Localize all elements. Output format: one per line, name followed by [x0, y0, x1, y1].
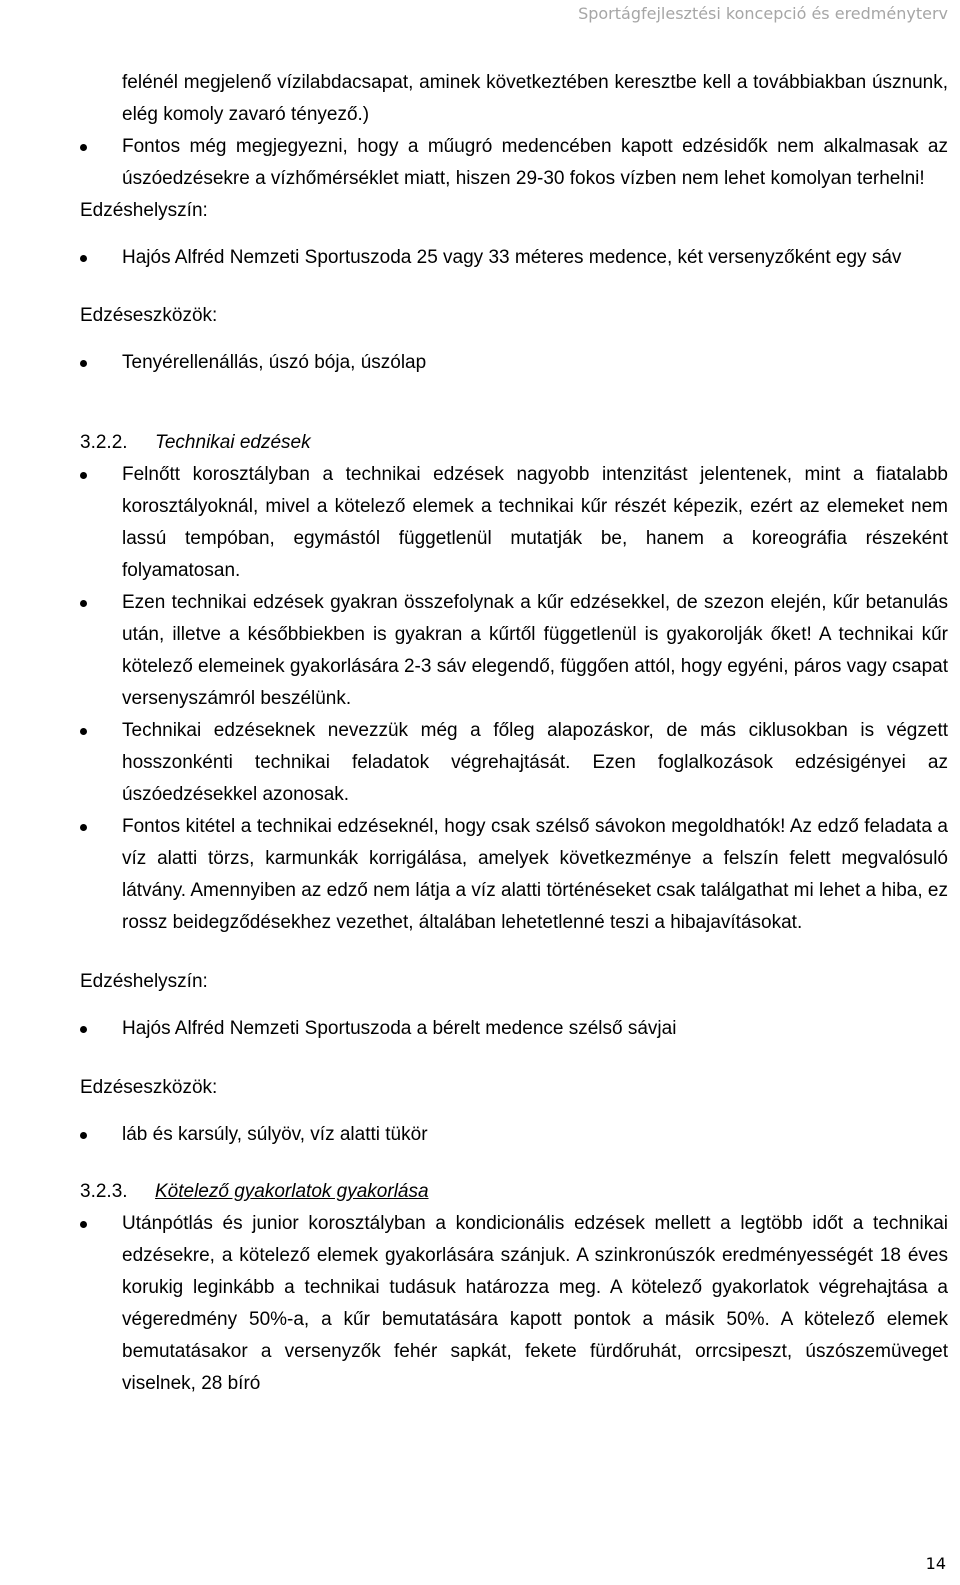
list-item	[80, 1119, 948, 1151]
bullet-icon	[80, 360, 87, 367]
bullet-icon	[80, 472, 87, 479]
section-heading-3-2-2	[80, 427, 948, 459]
list-item-text: Utánpótlás és junior korosztályban a kondicionális edzések mellett a legtöbb időt a technikai edzésekre, a kötelező elemek gyakorlására szánjuk. A szinkronúszók eredményességét 18 éves korukig leginkább a technikai tudásuk határozza meg. A kötelező gyakorlatok végrehajtása a végeredmény 50%-a, a kűr bemutatására kapott pontok a másik 50%. A kötelező elemek bemutatásakor a versenyzők fehér sapkát, fekete fürdőruhát, orrcsipeszt, úszószemüveget viselnek, 28 bíró	[122, 1213, 948, 1394]
list-item	[80, 242, 948, 274]
equipment-list	[80, 347, 948, 379]
list-item	[80, 459, 948, 587]
page-number: 14	[925, 1554, 946, 1573]
running-header: Sportágfejlesztési koncepció és eredményterv	[578, 4, 948, 23]
intro-continuation: felénél megjelenő vízilabdacsapat, aminek következtében keresztbe kell a továbbiakban úsznunk, elég komoly zavaró tényező.)	[122, 72, 948, 125]
bullet-icon	[80, 1221, 87, 1228]
list-item	[80, 715, 948, 811]
equipment-label: Edzéseszközök:	[80, 1077, 218, 1098]
section-number: 3.2.2.	[80, 432, 128, 453]
venue-list	[80, 242, 948, 274]
bullet-icon	[80, 1132, 87, 1139]
bullet-icon	[80, 144, 87, 151]
list-item	[80, 347, 948, 379]
venue-label: Edzéshelyszín:	[80, 971, 208, 992]
list-item	[80, 1208, 948, 1400]
section-heading-3-2-3	[80, 1176, 948, 1208]
venue-label: Edzéshelyszín:	[80, 200, 208, 221]
technical-bullet-list	[80, 459, 948, 939]
section-title: Kötelező gyakorlatok gyakorlása	[155, 1181, 429, 1202]
list-item-text: Hajós Alfréd Nemzeti Sportuszoda 25 vagy 33 méteres medence, két versenyzőként egy sáv	[122, 247, 902, 268]
list-item-text: Fontos még megjegyezni, hogy a műugró medencében kapott edzésidők nem alkalmasak az úszóedzésekre a vízhőmérséklet miatt, hiszen 29-30 fokos vízben nem lehet komolyan terhelni!	[122, 136, 948, 189]
compulsory-bullet-list	[80, 1208, 948, 1400]
list-item	[80, 587, 948, 715]
page-content	[80, 67, 948, 1400]
section-title: Technikai edzések	[155, 432, 311, 453]
list-item-text: Hajós Alfréd Nemzeti Sportuszoda a bérelt medence szélső sávjai	[122, 1018, 677, 1039]
list-item	[80, 1013, 948, 1045]
bullet-icon	[80, 255, 87, 262]
bullet-icon	[80, 1026, 87, 1033]
list-item-text: Tenyérellenállás, úszó bója, úszólap	[122, 352, 427, 373]
equipment-list	[80, 1119, 948, 1151]
list-item-text: Felnőtt korosztályban a technikai edzések nagyobb intenzitást jelentenek, mint a fiatalabb korosztályoknál, mivel a kötelező elemek a technikai kűr részét képezik, ezért az elemeket nem lassú tempóban, egymástól függetlenül mutatják be, hanem a koreográfia részeként folyamatosan.	[122, 464, 948, 581]
list-item-text: Ezen technikai edzések gyakran összefolynak a kűr edzésekkel, de szezon elején, kűr betanulás után, illetve a későbbiekben is gyakran a kűrtől függetlenül is gyakorolják őket! A technikai kűr kötelező elemeinek gyakorlására 2-3 sáv elegendő, függően attól, hogy egyéni, páros vagy csapat versenyszámról beszélünk.	[122, 592, 948, 709]
bullet-icon	[80, 600, 87, 607]
equipment-label: Edzéseszközök:	[80, 305, 218, 326]
list-item	[80, 131, 948, 195]
venue-list	[80, 1013, 948, 1045]
bullet-icon	[80, 824, 87, 831]
list-item	[80, 811, 948, 939]
list-item-text: láb és karsúly, súlyöv, víz alatti tükör	[122, 1124, 428, 1145]
bullet-icon	[80, 728, 87, 735]
section-number: 3.2.3.	[80, 1181, 128, 1202]
list-item-text: Fontos kitétel a technikai edzéseknél, hogy csak szélső sávokon megoldhatók! Az edző feladata a víz alatti törzs, karmunkák korrigálása, amelyek következménye a felszín felett megvalósuló látvány. Amennyiben az edző nem látja a víz alatti történéseket csak találgathat mi lehet a hiba, ez rossz beidegződésekhez vezethet, általában lehetetlenné teszi a hibajavításokat.	[122, 816, 948, 933]
intro-bullet-list	[80, 131, 948, 195]
list-item-text: Technikai edzéseknek nevezzük még a főleg alapozáskor, de más ciklusokban is végzett hosszonkénti technikai feladatok végrehajtását. Ezen foglalkozások edzésigényei az úszóedzésekkel azonosak.	[122, 720, 948, 805]
